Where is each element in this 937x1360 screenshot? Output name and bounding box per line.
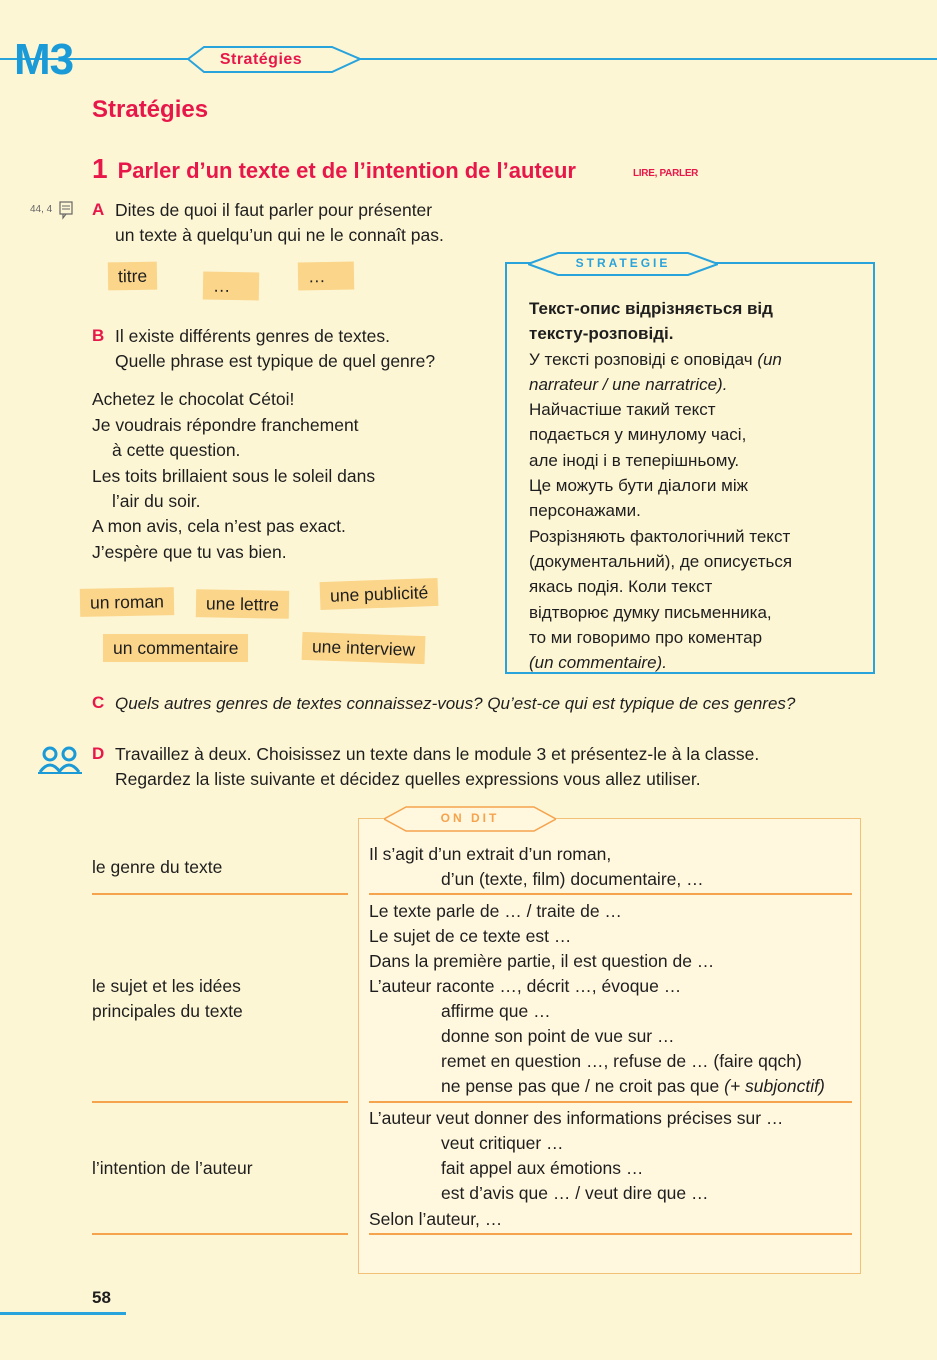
header-rule bbox=[0, 58, 937, 60]
sentence-1: Achetez le chocolat Cétoi! bbox=[92, 389, 295, 409]
strategy-body-5: персонажами. bbox=[529, 501, 641, 521]
sujet-expr-8 bbox=[441, 1074, 825, 1099]
part-d-letter: D bbox=[92, 744, 105, 763]
sujet-expr-5: affirme que … bbox=[441, 1001, 551, 1021]
part-d-line-2: Regardez la liste suivante et décidez quelles expressions vous allez utiliser. bbox=[115, 769, 701, 789]
strategy-heading-2: тексту-розповіді. bbox=[529, 324, 674, 344]
genre-expr-2: d’un (texte, film) documentaire, … bbox=[441, 869, 704, 889]
sticky-note-blank-2: … bbox=[298, 262, 354, 291]
skill-tag: LIRE, PARLER bbox=[633, 168, 699, 179]
strategy-body-1: Найчастіше такий текст bbox=[529, 400, 716, 420]
sentence-2-cont: à cette question. bbox=[112, 440, 241, 460]
section-tab-label: Stratégies bbox=[219, 51, 303, 68]
row-divider-left bbox=[92, 1101, 348, 1103]
genre-note-publicite: une publicité bbox=[320, 578, 439, 610]
part-a-line-1: Dites de quoi il faut parler pour présenter bbox=[115, 200, 433, 220]
page-title: Stratégies bbox=[92, 96, 209, 123]
page-number-rule bbox=[0, 1312, 126, 1315]
strategy-heading-1: Текст-опис відрізняється від bbox=[529, 299, 773, 318]
strategy-line-2-italic: narrateur / une narratrice). bbox=[529, 374, 728, 394]
strategy-last-italic: (un commentaire). bbox=[529, 653, 667, 673]
row-label-genre: le genre du texte bbox=[92, 857, 223, 877]
row-divider-right bbox=[369, 1101, 852, 1103]
sujet-expr-2: Le sujet de ce texte est … bbox=[369, 926, 572, 946]
part-d-line-1: Travaillez à deux. Choisissez un texte dans le module 3 et présentez-le à la classe. bbox=[115, 744, 760, 764]
genre-note-commentaire: un commentaire bbox=[103, 634, 248, 662]
genre-note-interview: une interview bbox=[302, 632, 426, 664]
sentence-2: Je voudrais répondre franchement bbox=[92, 415, 359, 435]
sujet-expr-8-italic: (+ subjonctif) bbox=[724, 1076, 825, 1096]
row-label-sujet-2: principales du texte bbox=[92, 1001, 243, 1021]
part-a-line-2: un texte à quelqu’un qui ne le connaît pas. bbox=[115, 225, 444, 245]
strategy-body-8: якась подія. Коли текст bbox=[529, 577, 713, 597]
strategy-body-2: подається у минулому часі, bbox=[529, 425, 747, 445]
row-label-sujet-1: le sujet et les idées bbox=[92, 976, 241, 996]
row-divider-right bbox=[369, 1233, 852, 1235]
strategy-body-6: Розрізняють фактологічний текст bbox=[529, 526, 791, 546]
strategy-body-7: (документальний), де описується bbox=[529, 551, 793, 571]
sentence-3-cont: l’air du soir. bbox=[112, 491, 201, 511]
genre-note-roman: un roman bbox=[80, 587, 174, 617]
sentence-5: J’espère que tu vas bien. bbox=[92, 542, 287, 562]
sujet-expr-1: Le texte parle de … / traite de … bbox=[369, 901, 622, 921]
strategy-body-3: але іноді і в теперішньому. bbox=[529, 450, 740, 470]
sentence-4: A mon avis, cela n’est pas exact. bbox=[92, 516, 346, 536]
genre-expr-1: Il s’agit d’un extrait d’un roman, bbox=[369, 844, 612, 864]
strategy-body-9: відтворює думку письменника, bbox=[529, 602, 772, 622]
sticky-note-blank-1: … bbox=[203, 272, 259, 301]
intention-expr-4: est d’avis que … / veut dire que … bbox=[441, 1183, 709, 1203]
intention-expr-2: veut critiquer … bbox=[441, 1133, 564, 1153]
sujet-expr-6: donne son point de vue sur … bbox=[441, 1026, 675, 1046]
genre-note-lettre: une lettre bbox=[196, 589, 289, 619]
part-a-letter: A bbox=[92, 200, 105, 219]
sentence-3: Les toits brillaient sous le soleil dans bbox=[92, 466, 376, 486]
part-c-text: Quels autres genres de textes connaissez-vous? Qu’est-ce qui est typique de ces genres? bbox=[115, 694, 796, 713]
exercise-title-text: Parler d’un texte et de l’intention de l’auteur bbox=[117, 158, 576, 183]
pair-work-icon bbox=[38, 746, 82, 774]
sujet-expr-4: L’auteur raconte …, décrit …, évoque … bbox=[369, 976, 682, 996]
sujet-expr-8-text: ne pense pas que / ne croit pas que bbox=[441, 1076, 720, 1096]
strategy-line-1-italic: (un bbox=[757, 349, 782, 369]
workbook-ref: 44, 4 bbox=[30, 204, 53, 215]
intention-expr-3: fait appel aux émotions … bbox=[441, 1158, 644, 1178]
strategy-label: STRATEGIE bbox=[575, 256, 671, 270]
workbook-icon bbox=[58, 200, 74, 220]
strategy-body-4: Це можуть бути діалоги між bbox=[529, 476, 748, 496]
intention-expr-1: L’auteur veut donner des informations précises sur … bbox=[369, 1108, 784, 1128]
exercise-number: 1 bbox=[92, 153, 108, 184]
row-label-intention: l’intention de l’auteur bbox=[92, 1158, 253, 1178]
part-b-line-1: Il existe différents genres de textes. bbox=[115, 326, 390, 346]
module-badge: M3 bbox=[14, 35, 74, 84]
strategy-text bbox=[529, 296, 859, 675]
part-b-letter: B bbox=[92, 326, 105, 345]
sticky-note-title: titre bbox=[108, 262, 158, 291]
sujet-expr-3: Dans la première partie, il est question de … bbox=[369, 951, 715, 971]
row-divider-left bbox=[92, 1233, 348, 1235]
page-number: 58 bbox=[92, 1288, 111, 1307]
sujet-expr-7: remet en question …, refuse de … (faire qqch) bbox=[441, 1051, 802, 1071]
strategy-line-1-text: У тексті розповіді є оповідач bbox=[529, 349, 753, 369]
row-divider-right bbox=[369, 893, 852, 895]
intention-expr-5: Selon l’auteur, … bbox=[369, 1209, 503, 1229]
on-dit-label: ON DIT bbox=[440, 811, 500, 825]
part-c-letter: C bbox=[92, 693, 105, 712]
row-divider-left bbox=[92, 893, 348, 895]
part-b-line-2: Quelle phrase est typique de quel genre? bbox=[115, 351, 436, 371]
exercise-title bbox=[92, 153, 576, 185]
strategy-line-1 bbox=[529, 347, 859, 372]
strategy-body-10: то ми говоримо про коментар bbox=[529, 627, 763, 647]
